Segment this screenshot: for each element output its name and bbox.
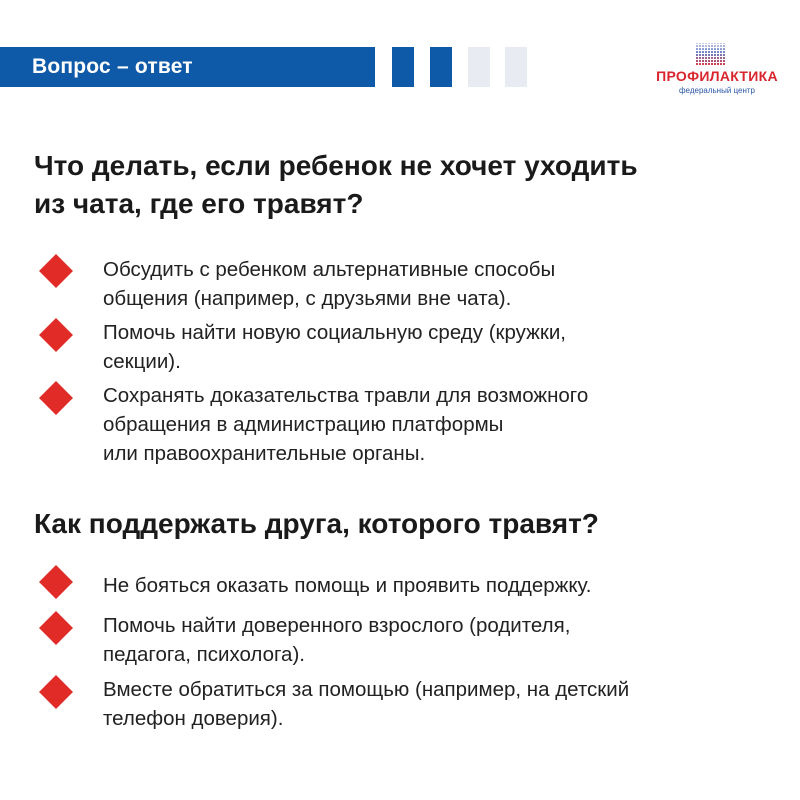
red-diamond-icon: [39, 318, 73, 352]
list-item-text: Сохранять доказательства травли для возможного обращения в администрацию платформы или правоохранительные органы.: [103, 384, 589, 465]
header-block: [505, 47, 527, 87]
red-diamond-icon: [39, 675, 73, 709]
brand-logo: [640, 40, 790, 100]
heading-line: Что делать, если ребенок не хочет уходить: [34, 150, 638, 181]
list-item-text: Помочь найти новую социальную среду (кружки, секции).: [103, 321, 566, 373]
list-item-text: Вместе обратиться за помощью (например, на детский телефон доверия).: [103, 678, 630, 730]
heading-line: из чата, где его травят?: [34, 188, 364, 219]
header-block: [430, 47, 452, 87]
logo-grid-icon: [696, 43, 726, 65]
logo-name: ПРОФИЛАКТИКА: [656, 68, 778, 84]
section-heading: [34, 147, 638, 223]
section-heading: [34, 505, 599, 543]
logo-subtitle: федеральный центр: [678, 86, 756, 95]
header-bar: [0, 47, 375, 87]
red-diamond-icon: [39, 565, 73, 599]
header-block: [392, 47, 414, 87]
heading-line: Как поддержать друга, которого травят?: [34, 508, 599, 539]
header-title: Вопрос – ответ: [32, 55, 193, 78]
red-diamond-icon: [39, 254, 73, 288]
list-item-text: Помочь найти доверенного взрослого (родителя, педагога, психолога).: [103, 614, 571, 666]
list-item-text: Не бояться оказать помощь и проявить поддержку.: [103, 574, 592, 597]
red-diamond-icon: [39, 381, 73, 415]
list-item-text: Обсудить с ребенком альтернативные способы общения (например, с друзьями вне чата).: [103, 258, 556, 310]
header-block: [468, 47, 490, 87]
red-diamond-icon: [39, 611, 73, 645]
